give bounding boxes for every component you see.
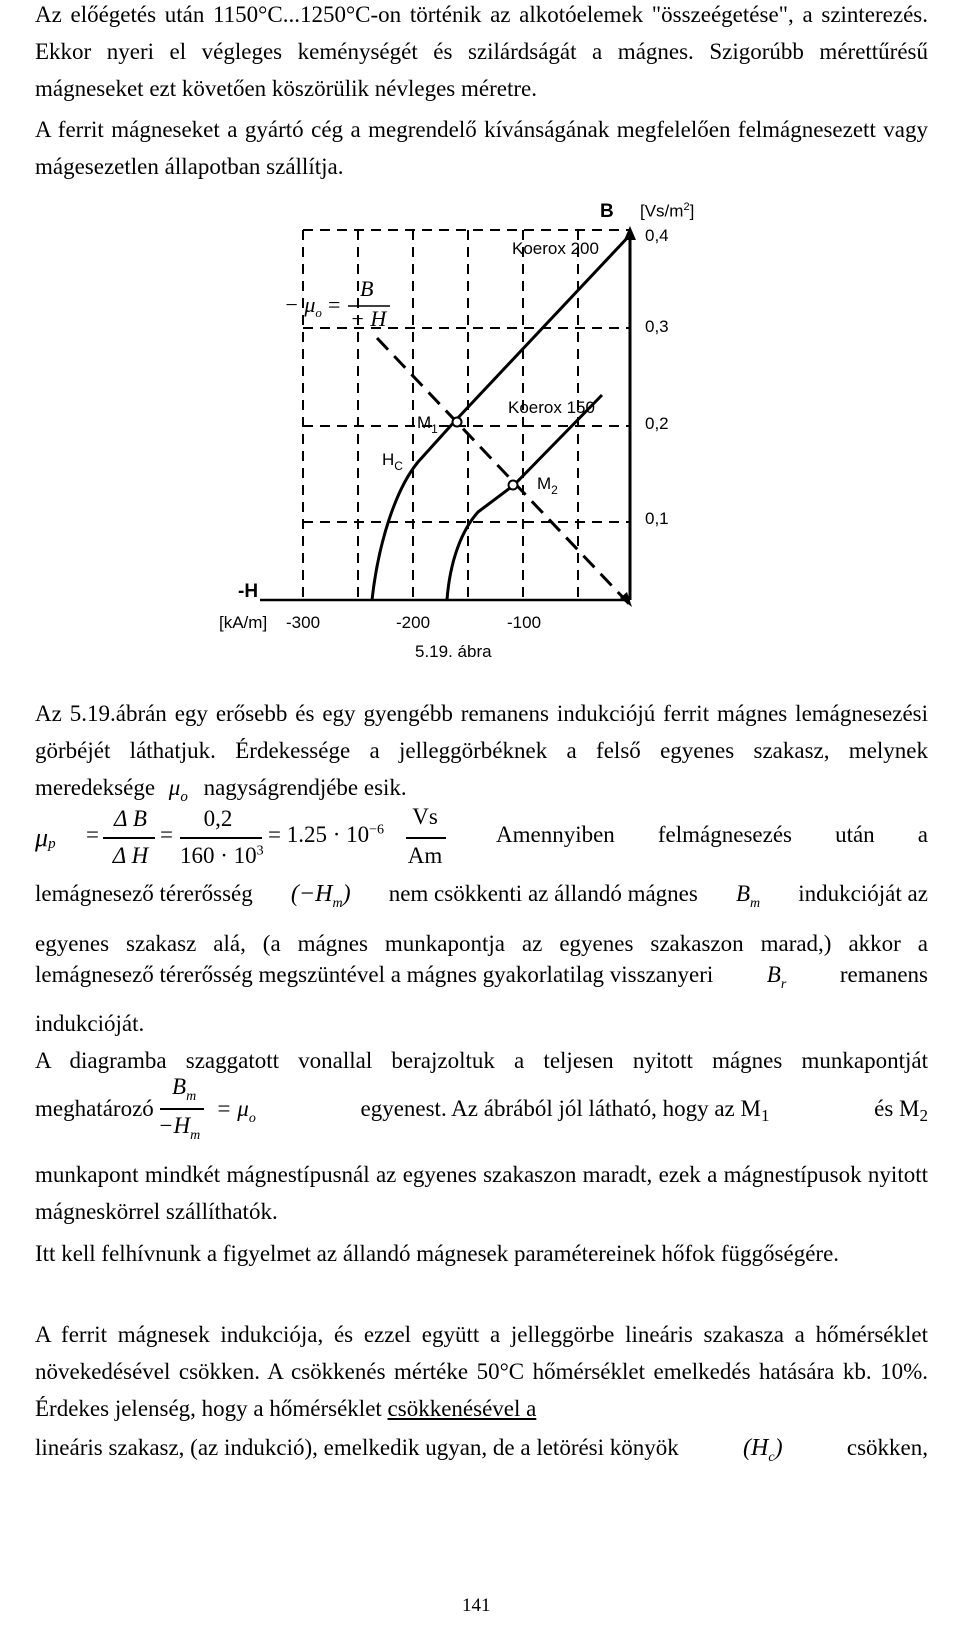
body-paragraph-5-meg: meghatározó — [35, 1096, 154, 1121]
formula-den-160: $160 \cdot 10^3$ — [180, 843, 264, 868]
page-number: 141 — [462, 1595, 491, 1616]
figure-caption: 5.19. ábra — [415, 642, 492, 661]
body-paragraph-4-line-2: egyenes szakasz alá, (a mágnes munkapontja az egyenes szakaszon marad,) akkor a — [35, 931, 928, 956]
p5-frac-num: $B_m$ — [172, 1074, 197, 1104]
body-paragraph-7: A ferrit mágnesek indukciója, és ezzel együtt a jelleggörbe lineáris szakasza a hőmérséklet növekedésével csökken. A csökkenés mértéke 50°C hőmérséklet emelkedés hatására kb. 10%. Érdekes jelenség, hogy a hőmérséklet csökkenésével a — [35, 1322, 928, 1421]
y-axis-symbol: B — [600, 201, 614, 222]
x-tick-minus-300: -300 — [286, 613, 321, 632]
intro-paragraph-1: Az előégetés után 1150°C...1250°C-on történik az alkotóelemek "összeégetése", a szinterezés. Ekkor nyeri el végleges keménységét és szilárdságát a mágnes. Szigorúbb mérettűrésű mágneseket ezt követően köszörülik névleges méretre. — [35, 2, 928, 101]
body-paragraph-7-line-4: lineáris szakasz, (az indukció), emelkedik ugyan, de a letörési könyök $(H_c)$ csökken, — [35, 1435, 928, 1465]
load-line — [377, 338, 632, 607]
point-label-m1: $M_1$ — [417, 413, 438, 436]
formula-mu-p: μp — [35, 823, 56, 852]
demagnetization-chart — [0, 200, 960, 700]
figure-mu-lhs: − $\mu_o$ — [284, 292, 322, 320]
p5-frac-den: $-H_m$ — [158, 1113, 201, 1143]
body-paragraph-5-line-2: = $\mu_o$ egyenest. Az ábrából jól látható, hogy az $M_1$ és $M_2$ — [216, 1096, 928, 1126]
x-tick-minus-100: -100 — [507, 613, 542, 632]
body-paragraph-5-line-3: munkapont mindkét mágnestípusnál az egyenes szakaszon maradt, ezek a mágnestípusok nyitott mágneskörrel szállíthatók. — [35, 1162, 928, 1224]
curve-label-koerox-150: Koerox 150 — [508, 398, 595, 417]
formula-line-1 — [103, 837, 155, 839]
formula-value: = $1.25 \cdot 10^{-6}$ — [268, 822, 385, 847]
body-paragraph-4-line-4: indukcióját. — [35, 1011, 145, 1036]
figure-mu-num: B — [360, 276, 374, 301]
x-tick-minus-200: -200 — [396, 613, 431, 632]
body-paragraph-5-line-1: A diagramba szaggatott vonallal berajzoltuk a teljesen nyitott mágnes munkapontját — [35, 1048, 928, 1073]
formula-unit-am: Am — [407, 843, 443, 868]
x-axis-unit: [kA/m] — [219, 613, 268, 632]
body-paragraph-4-line-1: lemágnesező térerősség $(-H_m)$ nem csökkenti az állandó mágnes $B_m$ indukcióját az — [35, 881, 928, 911]
formula-unit-vs: Vs — [412, 804, 438, 829]
formula-delta-h: Δ H — [112, 843, 149, 868]
body-paragraph-3: Az 5.19.ábrán egy erősebb és egy gyengébb remanens indukciójú ferrit mágnes lemágnesezési görbéjét láthatjuk. Érdekessége a jelleggörbéknek a felső egyenes szakasz, melynek meredeksége $\mu_o$ nagyságrendjébe esik. — [35, 701, 928, 805]
y-tick-0-2: 0,2 — [645, 414, 669, 433]
point-label-m2: $M_2$ — [537, 474, 558, 497]
formula-num-0-2: 0,2 — [203, 806, 233, 831]
y-axis-unit: $[Vs/m^2]$ — [640, 201, 695, 221]
formula-tail: Amennyiben felmágnesezés után a — [496, 822, 928, 847]
formula-eq-2: = — [160, 822, 173, 847]
body-paragraph-4-line-3: lemágnesező térerősség megszüntével a mágnes gyakorlatilag visszanyeri $B_r$ remanens — [35, 962, 928, 992]
x-axis-symbol: -H — [238, 581, 259, 602]
formula-line-3 — [406, 837, 446, 839]
work-point-m2 — [509, 481, 518, 490]
formula-delta-b: Δ B — [114, 806, 147, 831]
curve-label-koerox-200: Koerox 200 — [512, 239, 599, 258]
formula-line-2 — [180, 837, 262, 839]
y-tick-0-1: 0,1 — [645, 509, 669, 528]
work-point-m1 — [453, 418, 462, 427]
y-tick-0-3: 0,3 — [645, 317, 669, 336]
y-tick-0-4: 0,4 — [645, 226, 669, 245]
formula-eq-1: = — [86, 822, 99, 847]
hc-label: $H_C$ — [382, 450, 403, 473]
figure-mu-den: − H — [350, 306, 387, 331]
body-paragraph-6: Itt kell felhívnunk a figyelmet az állandó mágnesek paramétereinek hőfok függőségére. — [35, 1241, 840, 1266]
p5-frac-line — [160, 1108, 204, 1110]
figure-mu-eq: = — [328, 292, 341, 317]
intro-paragraph-2: A ferrit mágneseket a gyártó cég a megrendelő kívánságának megfelelően felmágnesezett vagy mágesezetlen állapotban szállítja. — [35, 117, 928, 179]
